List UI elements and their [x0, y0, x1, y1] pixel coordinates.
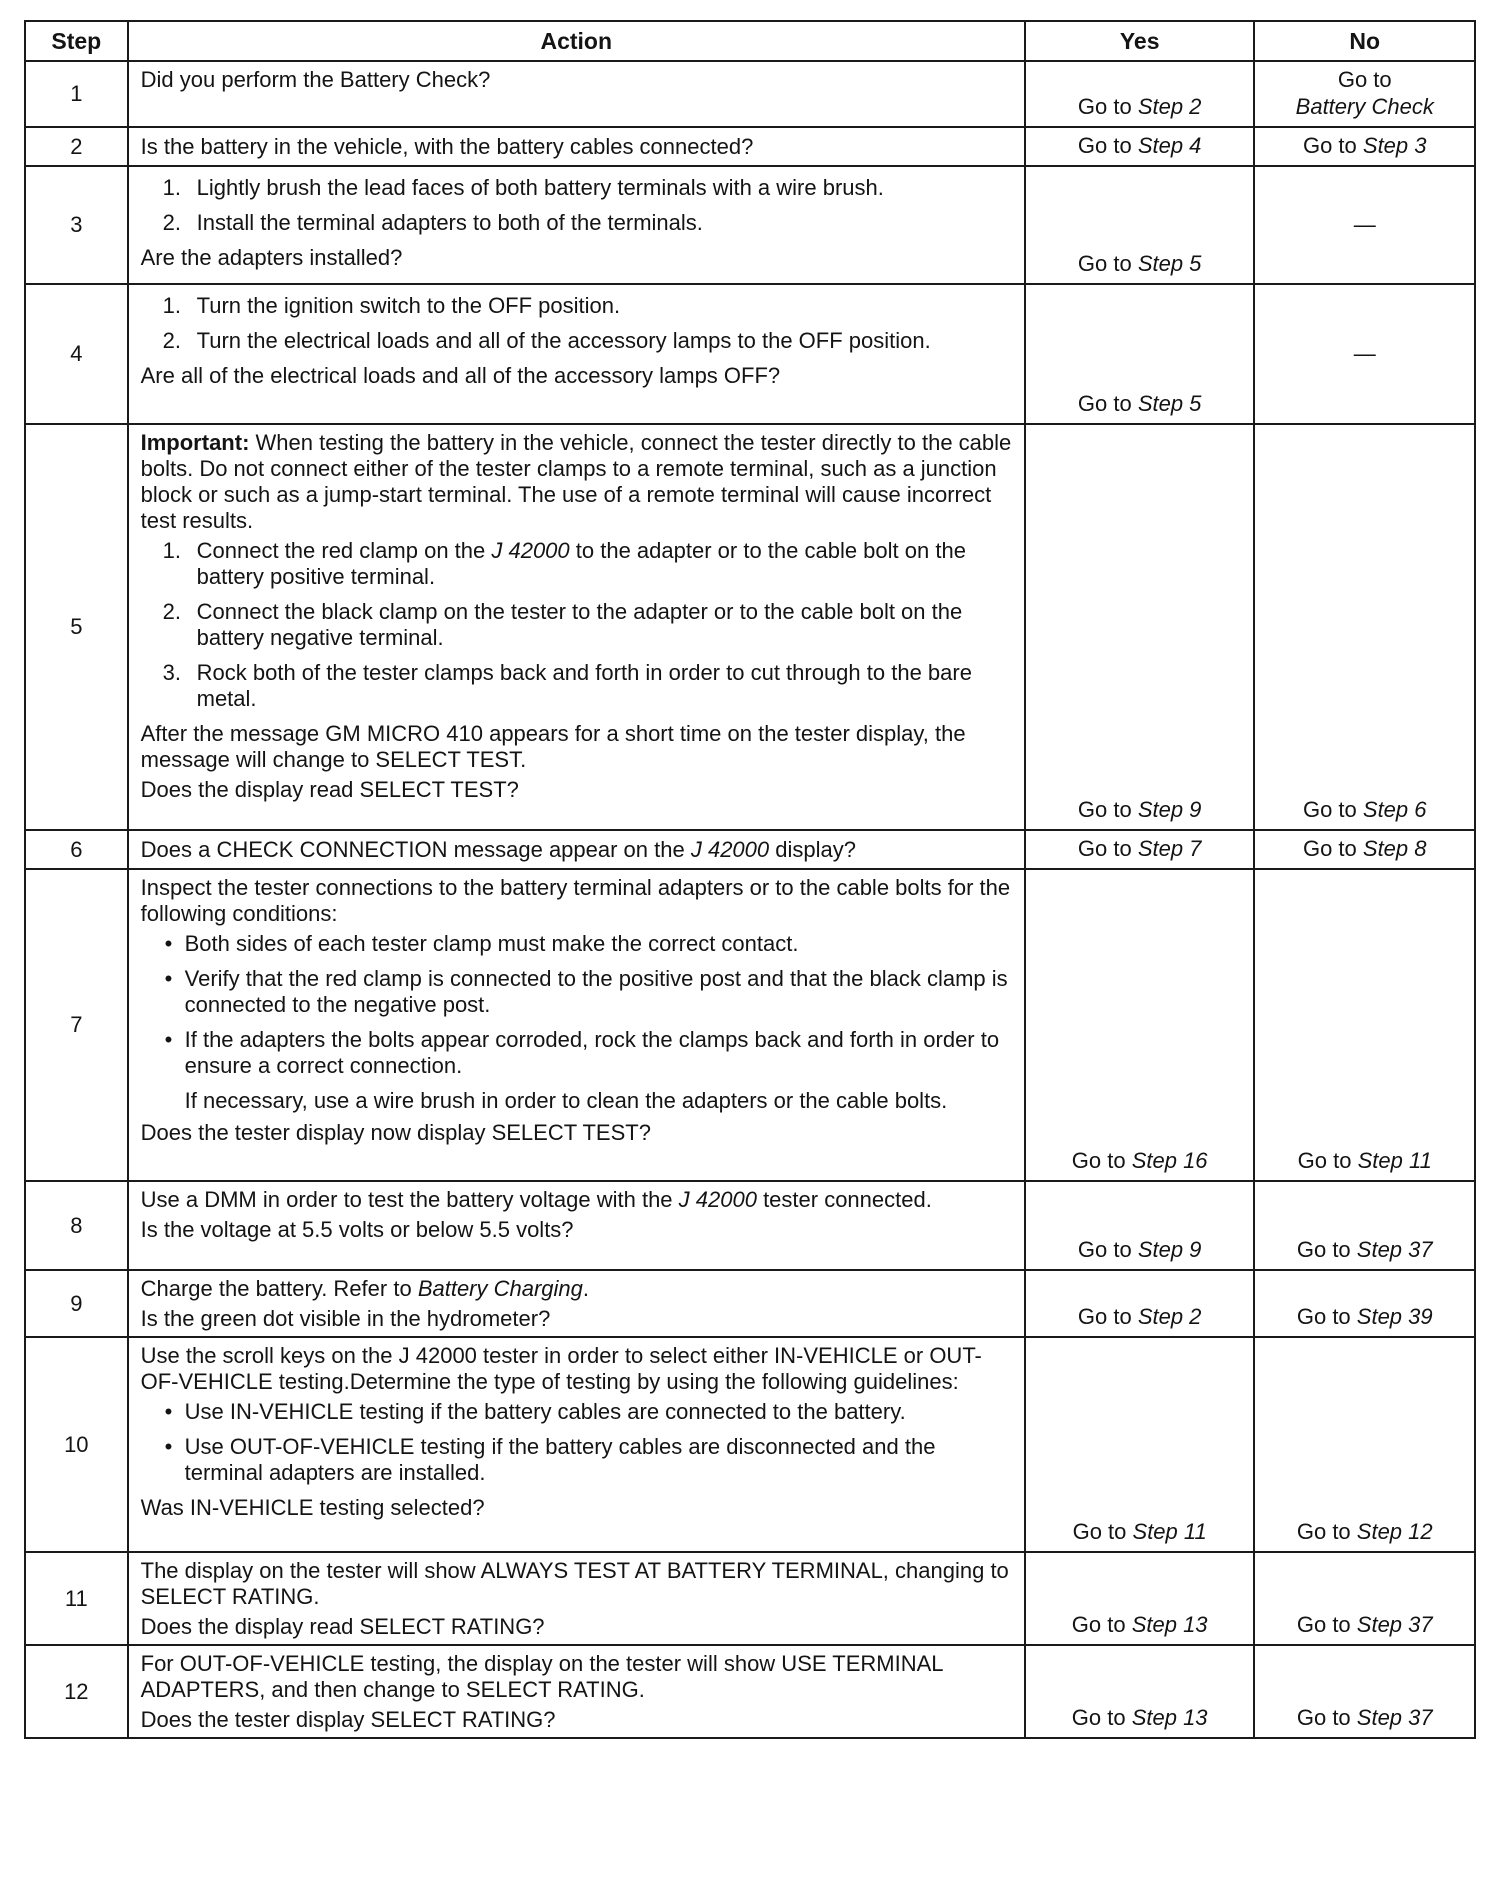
go-to-label: Go to [1302, 797, 1363, 822]
yes-target: Step 2 [1137, 1304, 1202, 1329]
action-cell [128, 1552, 1025, 1645]
no-cell [1254, 1270, 1475, 1337]
no-cell [1254, 1552, 1475, 1645]
bullet-list [141, 931, 1016, 1079]
step-number: 9 [25, 1270, 128, 1337]
no-cell [1254, 127, 1475, 166]
yes-cell [1025, 1337, 1255, 1552]
yes-cell [1025, 1270, 1255, 1337]
yes-target: Step 16 [1131, 1148, 1208, 1173]
yes-target: Step 13 [1131, 1612, 1208, 1637]
action-question: Does a CHECK CONNECTION message appear on the J 42000 display? [140, 837, 856, 862]
action-cell [128, 1337, 1025, 1552]
go-to-label: Go to [1071, 1612, 1132, 1637]
no-target: Step 12 [1356, 1519, 1433, 1544]
header-no: No [1254, 21, 1475, 61]
action-question: Is the voltage at 5.5 volts or below 5.5 volts? [140, 1217, 574, 1242]
go-to-label: Go to [1302, 133, 1363, 158]
list-item: • If the adapters the bolts appear corroded, rock the clamps back and forth in order to ensure a correct connection. [164, 1027, 1000, 1078]
step-number: 12 [25, 1645, 128, 1738]
go-to-label: Go to [1297, 1148, 1358, 1173]
action-cell [128, 1270, 1025, 1337]
yes-cell [1025, 166, 1255, 284]
yes-cell [1025, 61, 1255, 127]
list-item: 3. Rock both of the tester clamps back and forth in order to cut through to the bare metal. [162, 660, 972, 711]
table-row [25, 1270, 1475, 1337]
go-to-label: Go to [1296, 1304, 1357, 1329]
numbered-list [141, 175, 1016, 236]
go-to-label: Go to [1296, 1705, 1357, 1730]
no-cell [1254, 1337, 1475, 1552]
go-to-label: Go to [1296, 1237, 1357, 1262]
action-cell [128, 166, 1025, 284]
no-target: Step 39 [1356, 1304, 1433, 1329]
action-question: Was IN-VEHICLE testing selected? [140, 1495, 485, 1520]
step-number: 2 [25, 127, 128, 166]
action-intro: Use a DMM in order to test the battery voltage with the J 42000 tester connected. [140, 1187, 932, 1212]
action-cell [128, 1645, 1025, 1738]
no-cell [1254, 424, 1475, 830]
yes-target: Step 13 [1131, 1705, 1208, 1730]
action-question: Are all of the electrical loads and all of the accessory lamps OFF? [140, 363, 781, 388]
numbered-list [141, 538, 1016, 712]
yes-target: Step 11 [1132, 1519, 1207, 1544]
yes-cell [1025, 1645, 1255, 1738]
yes-cell [1025, 1552, 1255, 1645]
no-cell [1254, 166, 1475, 284]
list-item: • Both sides of each tester clamp must make the correct contact. [164, 931, 799, 956]
table-row [25, 869, 1475, 1181]
header-yes: Yes [1025, 21, 1255, 61]
step-number: 6 [25, 830, 128, 869]
action-question: Is the green dot visible in the hydrometer? [140, 1306, 551, 1331]
list-item: 2. Install the terminal adapters to both of the terminals. [162, 210, 703, 235]
action-question: Did you perform the Battery Check? [140, 67, 491, 92]
header-action: Action [128, 21, 1025, 61]
yes-cell [1025, 284, 1255, 424]
table-row [25, 1337, 1475, 1552]
no-target: Step 6 [1362, 797, 1427, 822]
yes-cell [1025, 830, 1255, 869]
no-target: Battery Check [1295, 94, 1434, 119]
no-target: Step 37 [1356, 1705, 1433, 1730]
no-cell [1254, 1181, 1475, 1270]
no-target: Step 8 [1362, 836, 1427, 861]
no-cell [1254, 284, 1475, 424]
go-to-label: Go to [1077, 251, 1138, 276]
table-row [25, 284, 1475, 424]
battery-diagnostic-document [24, 20, 1476, 1739]
yes-target: Step 9 [1137, 1237, 1202, 1262]
go-to-label: Go to [1077, 133, 1138, 158]
step-number: 4 [25, 284, 128, 424]
go-to-label: Go to [1077, 391, 1138, 416]
go-to-label: Go to [1296, 1519, 1357, 1544]
action-question: Is the battery in the vehicle, with the battery cables connected? [140, 134, 754, 159]
go-to-label: Go to [1071, 1148, 1132, 1173]
yes-target: Step 5 [1137, 391, 1202, 416]
go-to-label: Go to [1077, 797, 1138, 822]
action-intro: The display on the tester will show ALWAYS TEST AT BATTERY TERMINAL, changing to SELECT RATING. [140, 1558, 1009, 1609]
yes-cell [1025, 1181, 1255, 1270]
important-label: Important: [140, 430, 250, 455]
yes-cell [1025, 869, 1255, 1181]
go-to-label: Go to [1302, 836, 1363, 861]
action-question: Does the display read SELECT TEST? [140, 777, 519, 802]
action-cell [128, 830, 1025, 869]
header-step: Step [25, 21, 128, 61]
list-item: 2. Connect the black clamp on the tester to the adapter or to the cable bolt on the battery negative terminal. [162, 599, 963, 650]
list-item: • Use OUT-OF-VEHICLE testing if the battery cables are disconnected and the terminal adapters are installed. [164, 1434, 936, 1485]
step-number: 10 [25, 1337, 128, 1552]
diagnostic-steps-table [24, 20, 1476, 1739]
yes-target: Step 4 [1137, 133, 1202, 158]
action-question: Does the tester display SELECT RATING? [140, 1707, 556, 1732]
action-cell [128, 1181, 1025, 1270]
action-intro: For OUT-OF-VEHICLE testing, the display on the tester will show USE TERMINAL ADAPTERS, and then change to SELECT RATING. [140, 1651, 943, 1702]
step-number: 3 [25, 166, 128, 284]
table-row [25, 1181, 1475, 1270]
action-cell [128, 284, 1025, 424]
table-row [25, 61, 1475, 127]
action-question: Does the tester display now display SELECT TEST? [140, 1120, 651, 1145]
no-cell [1254, 1645, 1475, 1738]
yes-target: Step 5 [1137, 251, 1202, 276]
go-to-label: Go to [1071, 1705, 1132, 1730]
list-item: 2. Turn the electrical loads and all of the accessory lamps to the OFF position. [162, 328, 931, 353]
table-row [25, 1645, 1475, 1738]
no-target: Step 37 [1356, 1237, 1433, 1262]
yes-target: Step 2 [1137, 94, 1202, 119]
action-cell [128, 424, 1025, 830]
not-applicable-dash: — [1353, 341, 1376, 366]
action-question: Are the adapters installed? [140, 245, 403, 270]
bullet-list [141, 1399, 1016, 1486]
table-row [25, 166, 1475, 284]
table-header-row [25, 21, 1475, 61]
go-to-label: Go to [1077, 94, 1138, 119]
list-item: 1. Lightly brush the lead faces of both battery terminals with a wire brush. [162, 175, 884, 200]
important-note: Important: When testing the battery in the vehicle, connect the tester directly to the cable bolts. Do not connect either of the tester clamps to a remote terminal, such as a junction block or such as a jump-start terminal. The use of a remote terminal will cause incorrect test results. [140, 430, 1012, 533]
step-number: 8 [25, 1181, 128, 1270]
go-to-label: Go to [1077, 1237, 1138, 1262]
go-to-label: Go to [1337, 67, 1392, 92]
no-cell [1254, 61, 1475, 127]
table-row [25, 127, 1475, 166]
action-intro: Inspect the tester connections to the battery terminal adapters or to the cable bolts for the following conditions: [140, 875, 1011, 926]
table-row [25, 830, 1475, 869]
go-to-label: Go to [1072, 1519, 1133, 1544]
list-item: 1. Turn the ignition switch to the OFF position. [162, 293, 621, 318]
step-number: 5 [25, 424, 128, 830]
step-number: 7 [25, 869, 128, 1181]
no-cell [1254, 830, 1475, 869]
no-cell [1254, 869, 1475, 1181]
not-applicable-dash: — [1353, 212, 1376, 237]
no-target: Step 3 [1362, 133, 1427, 158]
step-number: 1 [25, 61, 128, 127]
action-intro: Charge the battery. Refer to Battery Charging. [140, 1276, 590, 1301]
action-question: Does the display read SELECT RATING? [140, 1614, 545, 1639]
table-row [25, 1552, 1475, 1645]
action-intro: Use the scroll keys on the J 42000 tester in order to select either IN-VEHICLE or OUT-OF-VEHICLE testing.Determine the type of testing by using the following guidelines: [140, 1343, 982, 1394]
go-to-label: Go to [1077, 836, 1138, 861]
step-number: 11 [25, 1552, 128, 1645]
action-note: After the message GM MICRO 410 appears for a short time on the tester display, the message will change to SELECT TEST. [140, 721, 966, 772]
list-item: • Use IN-VEHICLE testing if the battery cables are connected to the battery. [164, 1399, 906, 1424]
yes-target: Step 9 [1137, 797, 1202, 822]
yes-cell [1025, 127, 1255, 166]
list-item: 1. Connect the red clamp on the J 42000 to the adapter or to the cable bolt on the battery positive terminal. [162, 538, 966, 589]
no-target: Step 11 [1357, 1148, 1432, 1173]
go-to-label: Go to [1296, 1612, 1357, 1637]
action-sub-note: If necessary, use a wire brush in order to clean the adapters or the cable bolts. [184, 1088, 948, 1113]
action-cell [128, 127, 1025, 166]
numbered-list [141, 293, 1016, 354]
yes-target: Step 7 [1137, 836, 1202, 861]
go-to-label: Go to [1077, 1304, 1138, 1329]
no-target: Step 37 [1356, 1612, 1433, 1637]
list-item: • Verify that the red clamp is connected to the positive post and that the black clamp is connected to the negative post. [164, 966, 1008, 1017]
yes-cell [1025, 424, 1255, 830]
action-cell [128, 61, 1025, 127]
action-cell [128, 869, 1025, 1181]
table-row [25, 424, 1475, 830]
